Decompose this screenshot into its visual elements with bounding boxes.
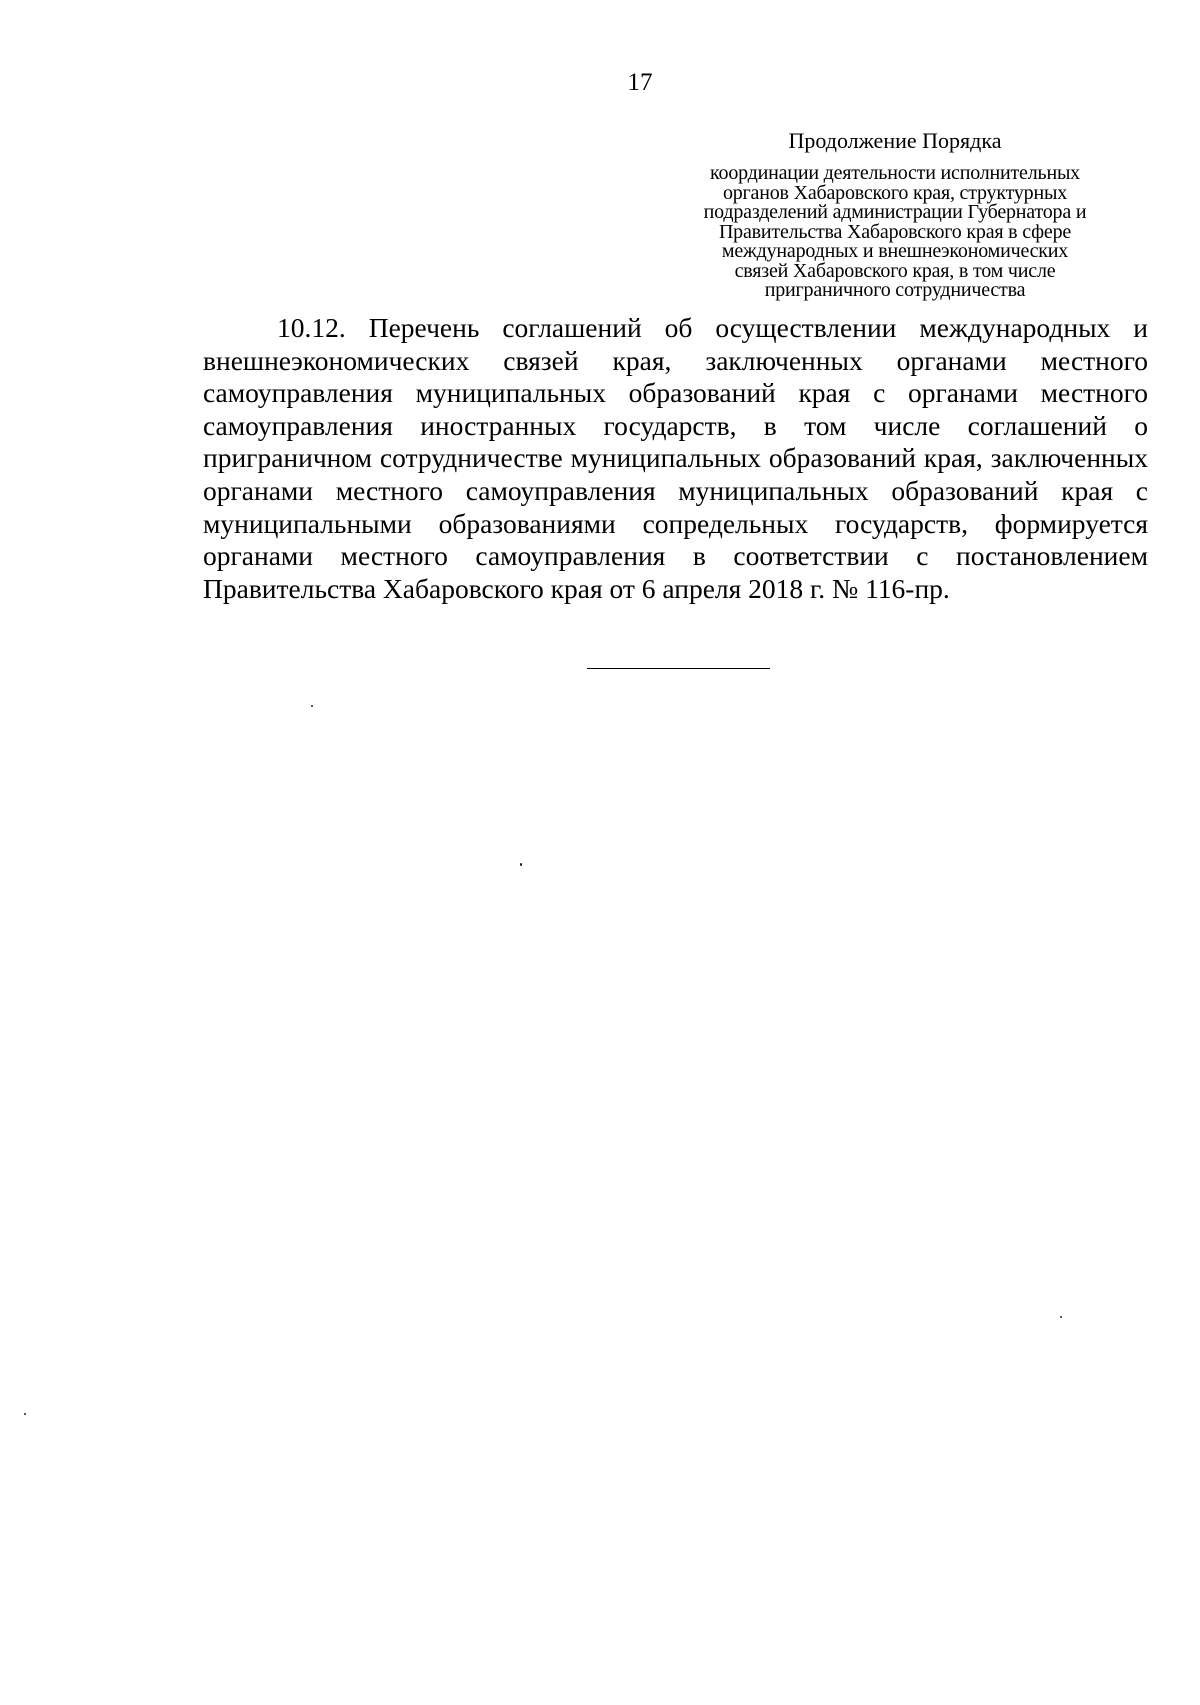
paragraph-10-12 <box>203 312 1148 605</box>
paragraph-line: 10.12. Перечень соглашений об осуществлении международных и <box>277 312 1148 343</box>
header-line: связей Хабаровского края, в том числе <box>734 259 1056 282</box>
end-divider <box>587 668 770 669</box>
header-line: подразделений администрации Губернатора и <box>703 201 1087 223</box>
header-subtitle <box>660 164 1130 301</box>
paragraph-line: органами местного самоуправления в соответствии с постановлением <box>203 540 1148 572</box>
paragraph-line: самоуправления муниципальных образований края с органами местного <box>203 377 1148 409</box>
scan-speck <box>24 1413 26 1415</box>
header-line: приграничного сотрудничества <box>764 279 1026 301</box>
header-line: органов Хабаровского края, структурных <box>722 181 1068 204</box>
paragraph-line: органами местного самоуправления муниципальных образований края с <box>203 474 1148 506</box>
paragraph-line: приграничном сотрудничестве муниципальных образований края, заключенных <box>203 442 1148 474</box>
scan-speck <box>311 705 313 707</box>
document-header <box>660 128 1130 301</box>
header-line: Правительства Хабаровского края в сфере <box>718 220 1072 243</box>
paragraph-line: муниципальными образованиями сопредельных государств, формируется <box>203 507 1148 539</box>
header-line: международных и внешнеэкономических <box>721 240 1069 262</box>
paragraph-line: самоуправления иностранных государств, в том числе соглашений о <box>203 409 1148 441</box>
header-line: координации деятельности исполнительных <box>710 162 1080 184</box>
page-number: 17 <box>627 69 653 96</box>
scan-speck <box>1060 1316 1062 1318</box>
paragraph-line: Правительства Хабаровского края от 6 апреля 2018 г. № 116-пр. <box>203 572 950 604</box>
paragraph-line: внешнеэкономических связей края, заключенных органами местного <box>203 344 1148 376</box>
header-title: Продолжение Порядка <box>788 128 1002 153</box>
scan-speck <box>520 863 522 866</box>
